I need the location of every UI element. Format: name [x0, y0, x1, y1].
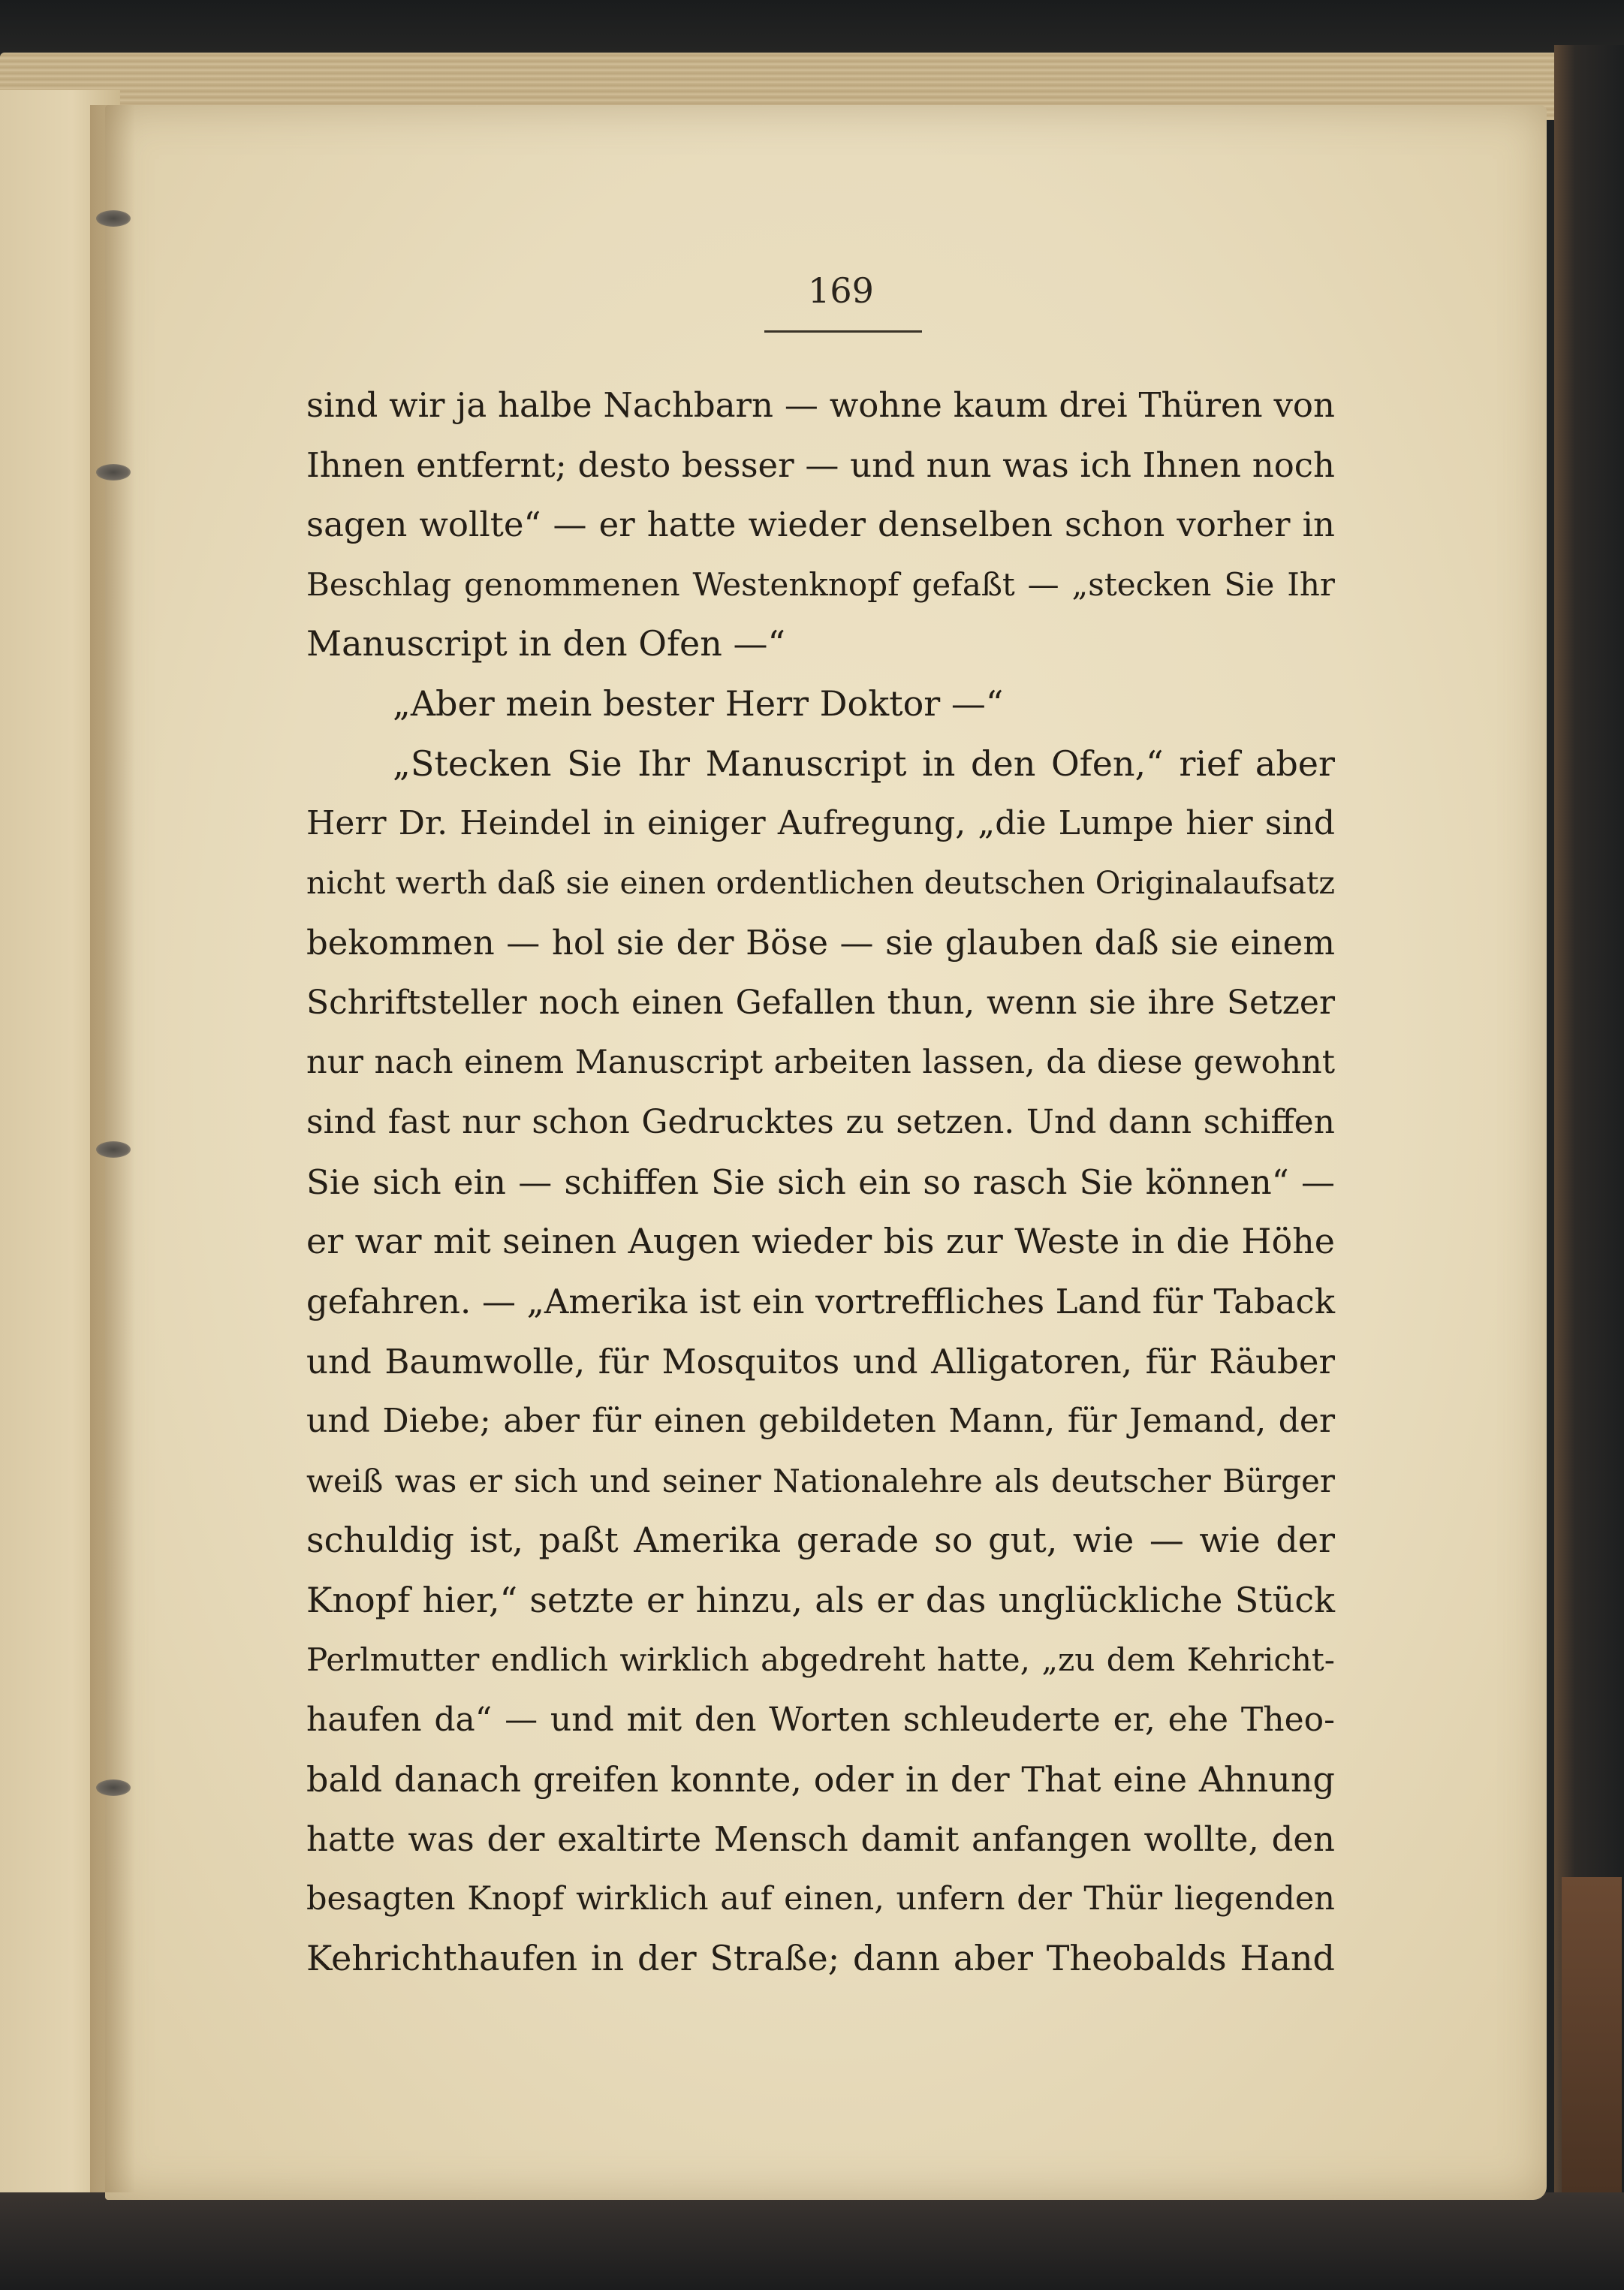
text-line: nicht werth daß sie einen ordentlichen deutschen Originalaufsatz: [306, 864, 1335, 901]
text-line: und Baumwolle, für Mosquitos und Alligatoren, für Räuber: [306, 1341, 1335, 1382]
text-line: er war mit seinen Augen wieder bis zur Weste in die Höhe: [306, 1221, 1335, 1262]
text-line: und Diebe; aber für einen gebildeten Mann, für Jemand, der: [306, 1402, 1335, 1441]
text-line: Beschlag genommenen Westenknopf gefaßt — „stecken Sie Ihr: [306, 565, 1335, 603]
text-line: Knopf hier,“ setzte er hinzu, als er das unglückliche Stück: [306, 1579, 1335, 1620]
text-line: Perlmutter endlich wirklich abgedreht hatte, „zu dem Kehricht-: [306, 1641, 1335, 1679]
text-line: bald danach greifen konnte, oder in der That eine Ahnung: [306, 1758, 1335, 1800]
text-line: Schriftsteller noch einen Gefallen thun, wenn sie ihre Setzer: [306, 983, 1335, 1022]
text-line: Sie sich ein — schiffen Sie sich ein so rasch Sie können“ —: [306, 1162, 1335, 1202]
text-line: Ihnen entfernt; desto besser — und nun was ich Ihnen noch: [306, 444, 1335, 485]
text-line: Herr Dr. Heindel in einiger Aufregung, „die Lumpe hier sind: [306, 804, 1335, 843]
text-line: weiß was er sich und seiner Nationalehre als deutscher Bürger: [306, 1462, 1335, 1499]
binding-mark: [96, 210, 131, 227]
text-line: sind fast nur schon Gedrucktes zu setzen. Und dann schiffen: [306, 1103, 1335, 1142]
text-line: „Stecken Sie Ihr Manuscript in den Ofen,“ rief aber: [393, 743, 1335, 784]
text-line: besagten Knopf wirklich auf einen, unfern der Thür liegenden: [306, 1879, 1335, 1918]
text-line: nur nach einem Manuscript arbeiten lassen, da diese gewohnt: [306, 1043, 1335, 1081]
text-line: bekommen — hol sie der Böse — sie glauben daß sie einem: [306, 923, 1335, 963]
text-line: hatte was der exaltirte Mensch damit anfangen wollte, den: [306, 1819, 1335, 1860]
text-line: gefahren. — „Amerika ist ein vortreffliches Land für Taback: [306, 1281, 1335, 1321]
background-bottom: [0, 2192, 1624, 2290]
page-number: 169: [808, 270, 874, 311]
binding-mark: [96, 464, 131, 481]
header-rule: [764, 330, 922, 333]
text-line: sind wir ja halbe Nachbarn — wohne kaum drei Thüren von: [306, 385, 1335, 425]
text-line: schuldig ist, paßt Amerika gerade so gut, wie — wie der: [306, 1520, 1335, 1561]
binding-mark: [96, 1141, 131, 1158]
text-line: „Aber mein bester Herr Doktor —“: [393, 682, 1004, 724]
text-line: sagen wollte“ — er hatte wieder denselben schon vorher in: [306, 505, 1335, 545]
book-cover-corner: [1562, 1877, 1622, 2192]
page-text: [306, 375, 1335, 1989]
text-line: Kehrichthaufen in der Straße; dann aber Theobalds Hand: [306, 1938, 1335, 1979]
text-line: Manuscript in den Ofen —“: [306, 623, 786, 664]
text-line: haufen da“ — und mit den Worten schleuderte er, ehe Theo-: [306, 1701, 1335, 1740]
binding-mark: [96, 1779, 131, 1796]
